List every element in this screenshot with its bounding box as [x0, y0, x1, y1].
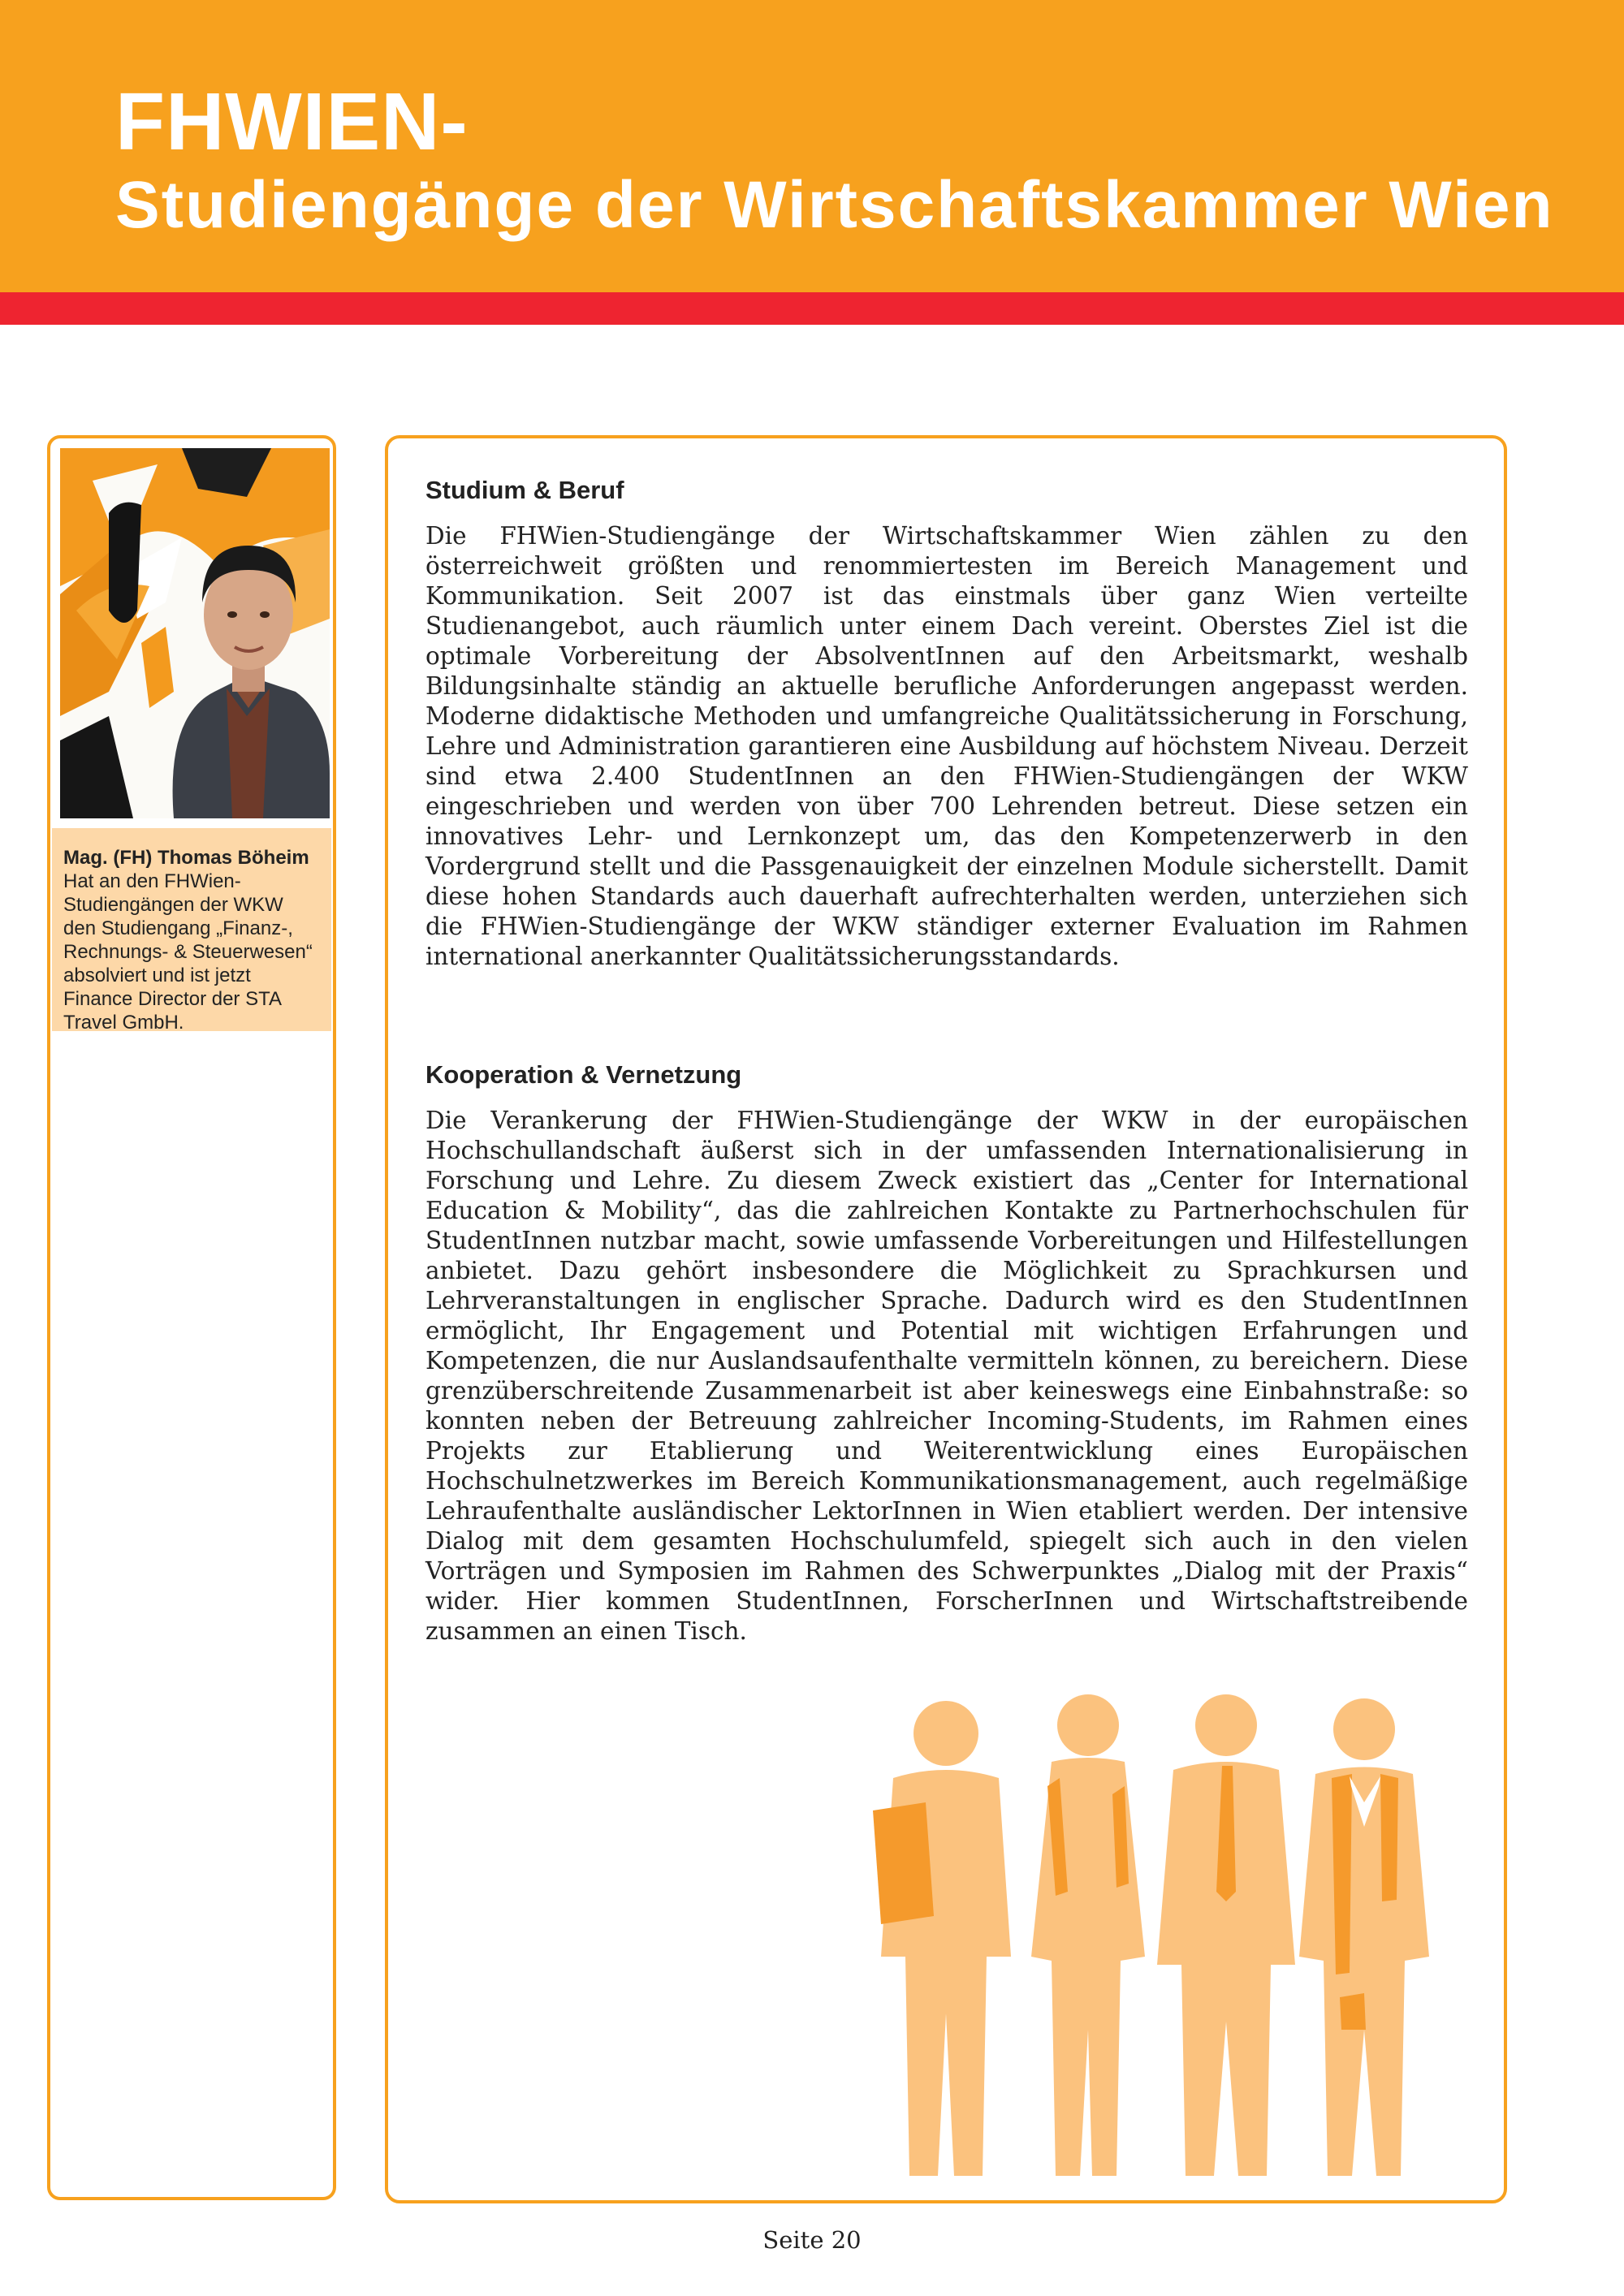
page-number: Seite 20 [762, 2226, 862, 2254]
people-silhouettes-illustration [844, 1689, 1494, 2192]
portrait-caption [52, 828, 331, 1034]
section-text-studium: Die FHWien-Studiengänge der Wirtschaftskammer Wien zählen zu den österreichweit größten und renommiertesten im Bereich Management und Kommunikation. Seit 2007 ist das einstmals über ganz Wien verteilte Studienangebot, auch räumlich unter einem Dach vereint. Oberstes Ziel ist die optimale Vorbereitung der AbsolventInnen auf den Arbeitsmarkt, weshalb Bildungsinhalte ständig an aktuelle berufliche Anforderungen angepasst werden. Moderne didaktische Methoden und umfangreiche Qualitätssicherung in Forschung, Lehre und Administration garantieren eine Ausbildung auf höchstem Niveau. Derzeit sind etwa 2.400 StudentInnen an den FHWien-Studiengängen der WKW eingeschrieben und werden von über 700 Lehrenden betreut. Diese setzen ein innovatives Lehr- und Lernkonzept um, das den Kompetenzerwerb in den Vordergrund stellt und die Passgenauigkeit der einzelnen Module sicherstellt. Damit diese hohen Standards auch dauerhaft aufrechterhalten werden, unterziehen sich die FHWien-Studiengänge der WKW ständiger externer Evaluation im Rahmen international anerkannter Qualitätssicherungsstandards. [425, 522, 1468, 970]
portrait-photo [60, 448, 330, 818]
sidebar-box [47, 435, 336, 2200]
section-title-studium: Studium & Beruf [425, 476, 624, 504]
section-title-kooperation: Kooperation & Vernetzung [425, 1060, 742, 1089]
page-subtitle: Studiengänge der Wirtschaftskammer Wien [115, 168, 1554, 242]
page-title: FHWIEN- [115, 76, 469, 167]
caption-name: Mag. (FH) Thomas Böheim [63, 847, 309, 869]
header-stripe [0, 292, 1624, 325]
section-text-kooperation: Die Verankerung der FHWien-Studiengänge der WKW in der europäischen Hochschullandschaft äußerst sich in der umfassenden Internationalisierung in Forschung und Lehre. Zu diesem Zweck existiert das „Center for International Education & Mobility“, das die zahlreichen Kontakte zu Partnerhochschulen für StudentInnen nutzbar macht, sowie umfassende Vorbereitungen und Hilfestellungen anbietet. Dazu gehört insbesondere die Möglichkeit zu Sprachkursen und Lehrveranstaltungen in englischer Sprache. Dadurch wird es den StudentInnen ermöglicht, Ihr Engagement und Potential mit wichtigen Erfahrungen und Kompetenzen, die nur Auslandsaufenthalte vermitteln können, zu bereichern. Diese grenzüberschreitende Zusammenarbeit ist aber keineswegs eine Einbahnstraße: so konnten neben der Betreuung zahlreicher Incoming-Students, im Rahmen eines Projekts zur Etablierung und Weiterentwicklung eines Europäischen Hochschulnetzwerkes im Bereich Kommunikationsmanagement, auch regelmäßige Lehraufenthalte ausländischer LektorInnen in Wien etabliert werden. Der intensive Dialog mit dem gesamten Hochschulumfeld, spiegelt sich auch in den vielen Vorträgen und Symposien im Rahmen des Schwerpunktes „Dialog mit der Praxis“ wider. Hier kommen StudentInnen, ForscherInnen und Wirtschaftstreibende zusammen an einen Tisch. [425, 1107, 1468, 1645]
caption-text: Hat an den FHWien-Studiengängen der WKW den Studiengang „Finanz-, Rechnungs- & Steuerwesen“ absolviert und ist jetzt Finance Director der STA Travel GmbH. [63, 870, 313, 1034]
